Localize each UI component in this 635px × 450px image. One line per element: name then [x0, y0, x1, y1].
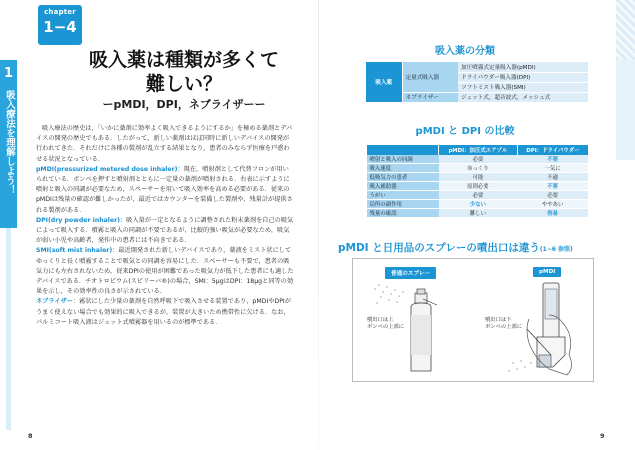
- section-dpi: [36, 216, 294, 247]
- text-smi: ：最近開発された新しいデバイスであり，薬液をミスト状にしてゆっくりと長く噴霧することで吸気との同調を容易にした．スペーサーも不要で，患者の吸気力にも左右されないため，従来DPIの使用が困難であった吸気力が低下した患者にも適したデバイスである．チオトロピウム(スピリーバ®)の場合，SMI：5μgはDPI：18μgと同等の効果を示し，その効率性の良さが示されている．: [36, 247, 294, 296]
- item-cell: ジェット式，超音波式，メッシュ式: [458, 92, 588, 102]
- text-dpi: ：吸入量が一定となるように調整された粉末薬剤を自己の吸気によって吸入する．噴霧と吸入の同調が不要であるが，比較的強い吸気が必要なため，吸気が弱い小児や高齢者，発作中の患者には不向きである．: [36, 216, 294, 245]
- row-label-cell: 噴射と吸入の同調: [367, 155, 439, 164]
- row-label-cell: 低吸気力の患者: [367, 173, 439, 182]
- caption-pmdi: [485, 317, 522, 331]
- chapter-badge: [38, 5, 82, 45]
- caption-pmdi-line-2: ボンベの上部に: [485, 324, 523, 330]
- subcategory-cell: 定量式吸入器: [402, 62, 458, 92]
- term-smi: SMI(soft mist inhaler): [36, 247, 113, 255]
- dpi-value-cell: 不適: [517, 173, 588, 182]
- label-normal-spray: 普通のスプレー: [385, 267, 436, 279]
- dpi-value-cell: 必要: [517, 191, 588, 200]
- chapter-word: chapter: [44, 8, 76, 16]
- corner-decoration: [616, 0, 635, 60]
- spray-section-title: [338, 240, 608, 255]
- caption-pmdi-line-1: 噴出口は下: [485, 317, 512, 323]
- pmdi-value-cell: ゆっくり: [439, 164, 518, 173]
- table-row: [367, 191, 589, 200]
- page-title: [64, 48, 304, 96]
- comparison-table: [366, 145, 588, 218]
- text-nebulizer: ：霧状にした少量の薬剤を自然呼吸下で吸入させる装置であり，pMDIやDPIがうまく使えない場合でも効果的に吸入できるが，装置が大きいため携帯性に欠ける．なお，パルミコート吸入液はジェット式噴霧器を用いるのが標準である．: [36, 298, 291, 326]
- body-text: [36, 124, 294, 328]
- section-smi: [36, 246, 294, 297]
- pmdi-mist-icon: [508, 360, 532, 372]
- item-cell: ソフトミスト吸入器(SMI): [458, 82, 588, 92]
- side-tab-number: 1: [3, 66, 14, 81]
- header-cell: pMDI：加圧式エアゾル: [439, 145, 518, 155]
- term-pmdi: pMDI(pressurized metered dose inhaler): [36, 165, 178, 173]
- caption-normal-spray: [367, 317, 404, 331]
- table-row: [366, 62, 588, 72]
- pmdi-value-cell: 必要: [439, 155, 518, 164]
- row-label-cell: うがい: [367, 191, 439, 200]
- side-decoration: [6, 228, 11, 430]
- label-pmdi: pMDI: [533, 267, 561, 277]
- header-cell: DPI：ドライパウダー: [517, 145, 588, 155]
- pmdi-value-cell: 原則必要: [439, 182, 518, 191]
- spray-illustration: [352, 258, 594, 382]
- row-label-cell: 残量の確認: [367, 209, 439, 218]
- term-dpi: DPI(dry powder inhaler): [36, 216, 120, 224]
- pmdi-value-cell: 少ない: [439, 200, 518, 209]
- classification-table: [366, 62, 588, 103]
- dpi-value-cell: ややあい: [517, 200, 588, 209]
- section-pmdi: [36, 165, 294, 216]
- row-label-cell: 局所の副作用: [367, 200, 439, 209]
- item-cell: 加圧噴霧式定量吸入器(pMDI): [458, 62, 588, 72]
- dpi-value-cell: 容易: [517, 209, 588, 218]
- title-line-1: 吸入薬は種類が多くて: [88, 49, 279, 71]
- table-row: [367, 182, 589, 191]
- page-number-left: 8: [28, 432, 33, 440]
- intro-paragraph: 吸入療法の歴史は，「いかに薬剤に効率よく吸入できるようにするか」を極める薬剤とデバイスの開発の歴史でもある．したがって，新しい薬剤はほぼ同時に新しいデバイスの開発が行われてきた．それだけに各種の製剤が乱立する結果となり，患者のみならず医療を戸惑わせる状況となっている．: [36, 125, 293, 163]
- comparison-title: pMDI と DPI の比較: [415, 126, 515, 137]
- term-nebulizer: ネブライザー: [36, 298, 73, 306]
- edge-decoration: [616, 60, 635, 160]
- spray-can-icon: [411, 289, 437, 371]
- table-header-row: [367, 145, 589, 155]
- row-label-cell: 吸入速度: [367, 164, 439, 173]
- table-row: [367, 155, 589, 164]
- mist-icon: [374, 284, 404, 304]
- caption-normal-line-1: 噴出口は上: [367, 317, 394, 323]
- spray-title-text: pMDI と日用品のスプレーの噴出口は違う: [338, 242, 540, 254]
- page-gutter: [318, 0, 319, 450]
- side-tab-text: 吸入療法を理解しよう！: [4, 90, 15, 195]
- subcategory-cell: ネブライザー: [402, 92, 458, 102]
- table-row: [367, 200, 589, 209]
- pmdi-value-cell: 難しい: [439, 209, 518, 218]
- text-pmdi: ：現在，噴射剤として代替フロンが用いられている．ボンベを押すと噴射剤とともに一定量の薬剤が噴射される．右表に示すように噴射と吸入の同調が必要なため，スペーサーを用いて吸入効率を高める必要がある．従来のpMDIは残量の確認が難しかったが，最近ではカウンターを装備した製剤や，残量計が提供される製剤がある．: [36, 165, 293, 214]
- caption-normal-line-2: ボンベの上部に: [367, 324, 405, 330]
- table-row: [367, 173, 589, 182]
- page-subtitle: ーpMDI，DPI，ネブライザーー: [102, 98, 266, 111]
- table-row: [367, 209, 589, 218]
- classification-title: 吸入薬の分類: [435, 46, 495, 57]
- category-cell: 吸入薬: [366, 62, 402, 102]
- item-cell: ドライパウダー吸入器(DPI): [458, 72, 588, 82]
- spray-title-ref: (1−6 参照): [539, 246, 573, 253]
- row-label-cell: 吸入補助器: [367, 182, 439, 191]
- pmdi-inhaler-icon: [527, 283, 565, 367]
- dpi-value-cell: 一気に: [517, 164, 588, 173]
- page-number-right: 9: [600, 432, 605, 440]
- pmdi-value-cell: 必要: [439, 191, 518, 200]
- pmdi-value-cell: 可能: [439, 173, 518, 182]
- dpi-value-cell: 不要: [517, 182, 588, 191]
- header-cell: [367, 145, 439, 155]
- section-nebulizer: [36, 297, 294, 328]
- dpi-value-cell: 不要: [517, 155, 588, 164]
- table-row: [367, 164, 589, 173]
- chapter-number: 1−4: [43, 18, 77, 36]
- title-line-2: 難しい？: [145, 73, 222, 95]
